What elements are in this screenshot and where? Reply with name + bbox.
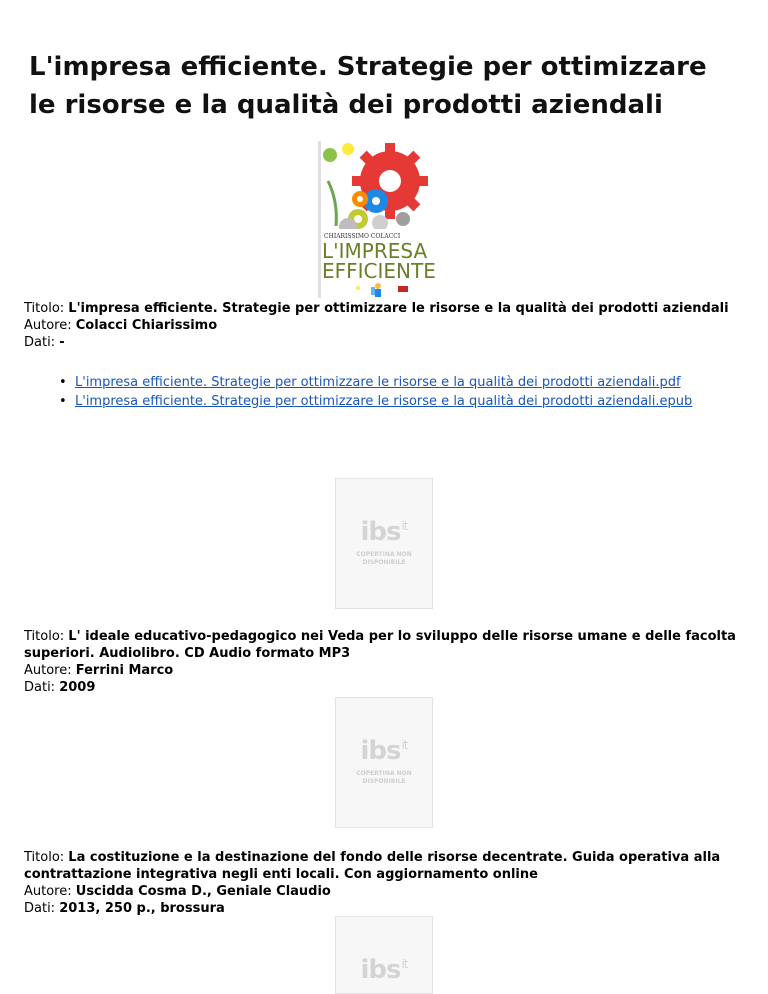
book-cover-art [318, 141, 448, 298]
ibs-logo: ibs$^{it}$ [360, 955, 408, 985]
download-links-list [55, 373, 692, 411]
dati-label: Dati: [24, 335, 60, 350]
book-2-title-row [24, 628, 754, 662]
autore-label: Autore: [24, 663, 76, 678]
book-3-title-row [24, 849, 754, 883]
cover-unavailable-image[interactable] [335, 478, 433, 609]
list-item [55, 392, 692, 411]
book-2-details [24, 628, 754, 696]
pdf-download-link[interactable]: L'impresa efficiente. Strategie per ottimizzare le risorse e la qualità dei prodotti aziendali.pdf [75, 375, 681, 390]
book-1-data-row [24, 334, 754, 351]
titolo-label: Titolo: [24, 629, 69, 644]
page-title: L'impresa efficiente. Strategie per ottimizzare le risorse e la qualità dei prodotti aziendali [29, 52, 707, 120]
book-2-data: 2009 [59, 680, 96, 695]
cover-title-line2: EFFICIENTE [322, 259, 436, 283]
cover-unavailable-image[interactable] [335, 697, 433, 828]
autore-label: Autore: [24, 884, 76, 899]
book-2-data-row [24, 679, 754, 696]
cover-unavailable-text: COPERTINA NON DISPONIBILE [356, 770, 412, 785]
book-3-author: Uscidda Cosma D., Geniale Claudio [75, 884, 331, 899]
cover-title-line1: L'IMPRESA [322, 239, 428, 263]
dati-label: Dati: [24, 680, 60, 695]
book-1-data: - [59, 335, 65, 350]
book-cover-image[interactable] [318, 141, 448, 298]
book-3-data-row [24, 900, 754, 917]
titolo-label: Titolo: [24, 850, 69, 865]
book-1-author: Colacci Chiarissimo [75, 318, 218, 333]
book-3-details [24, 849, 754, 917]
book-1-title: L'impresa efficiente. Strategie per ottimizzare le risorse e la qualità dei prodotti aziendali [68, 301, 729, 316]
book-3-title: La costituzione e la destinazione del fondo delle risorse decentrate. Guida operativa alla contrattazione integrativa negli enti locali. Con aggiornamento online [24, 850, 721, 882]
list-item [55, 373, 692, 392]
ibs-logo: ibs$^{it}$ [360, 517, 408, 547]
book-3-author-row [24, 883, 754, 900]
dati-label: Dati: [24, 901, 60, 916]
cover-unavailable-image[interactable] [335, 916, 433, 994]
epub-download-link[interactable]: L'impresa efficiente. Strategie per ottimizzare le risorse e la qualità dei prodotti aziendali.epub [75, 394, 693, 409]
ibs-logo: ibs$^{it}$ [360, 736, 408, 766]
book-1-title-row [24, 300, 754, 317]
cover-unavailable-text: COPERTINA NON DISPONIBILE [356, 551, 412, 566]
book-2-author: Ferrini Marco [75, 663, 174, 678]
book-1-details [24, 300, 754, 351]
autore-label: Autore: [24, 318, 76, 333]
book-2-title: L' ideale educativo-pedagogico nei Veda per lo sviluppo delle risorse umane e delle facolta superiori. Audiolibro. CD Audio formato MP3 [24, 629, 736, 661]
book-3-data: 2013, 250 p., brossura [59, 901, 225, 916]
titolo-label: Titolo: [24, 301, 69, 316]
book-2-author-row [24, 662, 754, 679]
cover-author: CHIARISSIMO COLACCI [324, 233, 401, 240]
book-1-author-row [24, 317, 754, 334]
